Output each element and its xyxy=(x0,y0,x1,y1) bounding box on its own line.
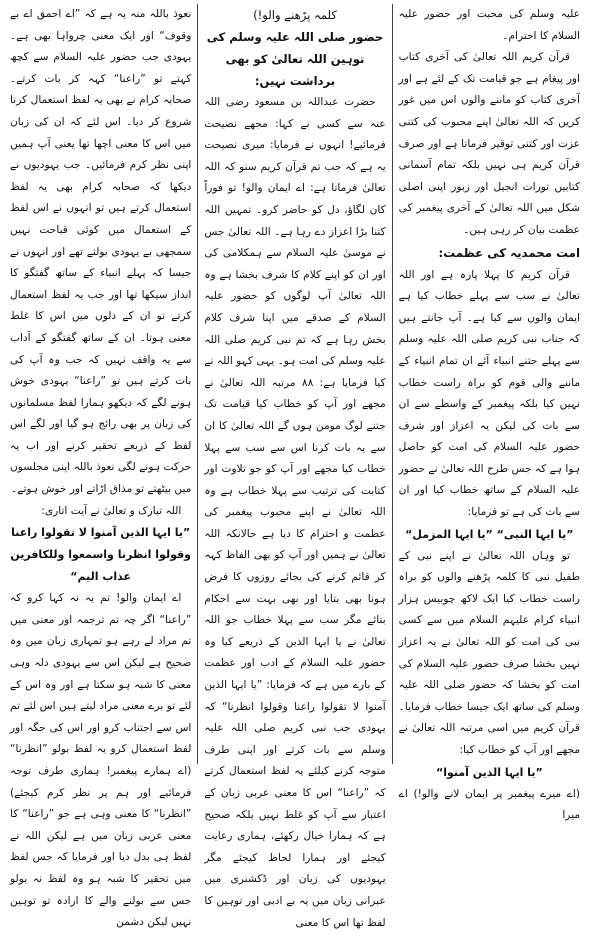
right-paragraph-1: قرآن کریم اللہ تعالیٰ کی آخری کتاب اور پیغام ہے جو قیامت تک کے لئے ہے اور آخری کتاب کو ماننے والوں اس میں غور کریں کہ اللہ تعالیٰ اپنے محبوب کی کتنی عزت اور کتنی توقیر فرماتا ہے اور صرف قرآن کریم ہی نہیں بلکہ تمام آسمانی کتابیں تورات انجیل اور زبور اپنی اصلی شکل میں اللہ تعالیٰ کے آخری پیغمبر کی عظمت بیان کر رہی ہیں۔ xyxy=(398,51,580,236)
middle-top-line: کلمہ پڑھنے والو!) xyxy=(253,8,337,22)
section-heading-respect: حضور صلی اللہ علیہ وسلم کی توہین اللہ تعالیٰ کو بھی برداشت نہیں: xyxy=(206,30,384,88)
right-column xyxy=(393,4,586,822)
left-column xyxy=(4,4,198,929)
middle-paragraph-1: حضرت عبداللہ بن مسعود رضی اللہ عنہ سے کسی نے کہا: مجھے نصیحت فرمائیے! انہوں نے فرمایا: میری نصیحت یہ ہے کہ جب تم قرآن کریم سنو کہ اللہ تعالیٰ فرماتا ہے: اے ایمان والو! تو فوراً کان لگاؤ، دل کو حاضر کرو۔ تمہیں اللہ کتنا بڑا اعزاز دے رہا ہے۔ اللہ تعالیٰ جس نے موسیٰ علیہ السلام سے ہمکلامی کی اور ان کو اپنے کلام کا شرف بخشا ہے وہ اللہ تعالیٰ آپ لوگوں کو حضور علیہ السلام کے صدقے میں اپنا شرف کلام بخش رہا ہے کہ تم نبی کریم صلی اللہ علیہ وسلم کی امت ہو۔ یہی کہو اللہ نے کیا فرمایا ہے: ۸۸ مرتبہ اللہ تعالیٰ نے مجھے اور آپ کو خطاب کیا قیامت تک جتنے لوگ مومن ہوں گے اللہ تعالیٰ کا ان سے یہ بات کرنا اس سے سب سے پہلا خطاب کیا مجھے اور آپ کو جو تلاوت اور کتابت کی ترتیب سے پہلا خطاب ہے وہ اللہ تعالیٰ نے اپنے محبوب پیغمبر کی عظمت و احترام کا دیا ہے حالانکہ اللہ تعالیٰ نے ہمیں اور آپ کو بھی الفاظ کہہ کر قائم کرنے کی بجائے روزوں کا فرض ہونا بھی بتایا اور بھی بہت سے احکام بتائے مگر سب سے پہلا خطاب جو اللہ تعالیٰ نے یا ایہا الذین کے ذریعے کیا وہ حضور علیہ السلام کے ادب اور عظمت کے بارے میں ہے کہ فرمایا: ”یا ایہا الذین آمنوا لا تقولوا راعنا وقولوا انظرنا“ کہ یہودی جب نبی کریم صلی اللہ علیہ وسلم سے بات کرتے اور اپنی طرف متوجہ کرنے کیلئے یہ لفظ استعمال کرتے کہ ”راعنا“ اس کا معنی عربی زبان کے اعتبار سے آپ کو غلط نہیں بلکہ صحیح ہے کہ ہمارا خیال رکھئے، ہماری رعایت کیجئے اور ہمارا لحاظ کیجئے مگر یہودیوں کی زبان اور ڈکشنری میں عبرانی زبان میں یہ بے ادبی اور توہین کا لفظ تھا اس کا معنی xyxy=(204,96,386,929)
right-top-line: علیہ وسلم کی محبت اور حضور علیہ السلام کا احترام۔ xyxy=(398,8,580,42)
left-verse: ”یا ایہا الذین آمنوا لا تقولوا راعنا وقولوا انظرنا واسمعوا وللکافرین عذاب الیم“ xyxy=(10,526,192,584)
right-paragraph-3: تو وہاں اللہ تعالیٰ نے اپنے نبی کے طفیل نبی کا کلمہ پڑھنے والوں کو براہ راست خطاب کیا ایک لاکھ چوبیس ہزار انبیاء کرام علیہم السلام میں سے کسی نبی کی امت کو اللہ تعالیٰ نے یہ اعزاز نہیں بخشا صرف حضور علیہ السلام کی امت کو بخشا کہ حضور صلی اللہ علیہ وسلم کی ساتھ ایک جیسا خطاب فرمایا۔ قرآن کریم میں اسی مرتبہ اللہ تعالیٰ نے مجھے اور آپ کو خطاب کیا: xyxy=(398,549,580,756)
right-verse-2: ”یا ایہا الذین آمنوا“ xyxy=(435,765,543,779)
left-paragraph-2: اے ایمان والو! تم یہ نہ کہا کرو کہ ”راعنا“ اگر چہ تم ترجمہ اور معنی میں تم مراد لے رہے ہو تمہاری زبان میں وہ صحیح ہے لیکن اس سے یہودی دلہ وہی معنی کا شبہ ہو سکتا ہے اور وہ اس کے لئے تو برے معنی مراد لیتے ہیں اس لئے تم اس سے اجتناب کرو اور اس کی جگہ اور لفظ استعمال کرو یہ لفظ بولو ”انظرنا“ (اے ہمارے پیغمبر! ہماری طرف توجہ فرمائیے اور ہم پر نظر کرم کیجئے) ”انظرنا“ کا معنی وہی ہے جو ”راعنا“ کا معنی عربی زبان میں ہے لیکن اللہ نے لفظ ہی بدل دیا اور فرمایا کہ جس لفظ میں تحقیر کا شبہ ہو وہ لفظ نہ بولو جس سے بولنے والے کا ارادہ تو توہین نہیں لیکن دشمن xyxy=(10,592,192,929)
middle-column xyxy=(198,4,392,929)
right-paragraph-2: قرآن کریم کا پہلا پارہ ہے اور اللہ تعالیٰ نے سب سے پہلے خطاب کیا ہے ایمان والوں سے کیا ہے۔ آپ جانتے ہیں کہ جناب نبی کریم صلی اللہ علیہ وسلم سے پہلے جتنے انبیاء آئے ان تمام انبیاء کے ماننے والی قوم کو براہ راست خطاب نہیں کیا بلکہ پیغمبر کے واسطے سے ان سے بات کی لیکن یہ اعزاز اور شرف حضور علیہ السلام کی امت کو حاصل ہوا ہے کہ جس طرح اللہ تعالیٰ نے حضور علیہ السلام کے ساتھ خطاب کیا اور ان سے بات کی ہے تو فرمایا: xyxy=(398,268,580,519)
right-verse-1: ”یا ایہا النبی“ ”یا ایہا المزمل“ xyxy=(405,527,574,541)
section-heading-ummah-greatness: امت محمدیہ کی عظمت: xyxy=(438,245,580,260)
left-intro-line: اللہ تبارک و تعالیٰ نے آیت اتاری: xyxy=(41,504,182,517)
left-paragraph-1: نعوذ باللہ منہ یہ ہے کہ ”اے احمق اے بے وقوف“ اور ایک معنی چرواہا بھی ہے۔ یہودی جب حضور علیہ السلام سے کچھ کہتے تو ”راعنا“ کہہ کر بات کرتے۔ صحابہ کرام نے بھی یہ لفظ استعمال کرنا شروع کر دیا۔ اس لئے کہ ان کی زبان میں اس کا معنی اچھا تھا یعنی آپ ہمیں اپنی نظر کرم فرمائیں۔ جب یہودیوں نے دیکھا کہ صحابہ کرام بھی یہ لفظ استعمال کرتے ہیں تو انہوں نے اس لفظ کے استعمال میں کوئی قباحت نہیں سمجھی بے یہودی بولتے تھے اور انہوں نے جیسا کہ پہلے انبیاء کے ساتھ گفتگو کا انداز سیکھا تھا اور جب یہ لفظ استعمال کرتے تو ان کے دلوں میں اس کا غلط معنی ہوتا۔ ان کے ساتھ گفتگو کے آداب سے یہ واقف نہیں کہ جب وہ آپ کی بات کرتے ہیں تو ”راعنا“ یہودی خوش ہونے لگے کہ دیکھو ہمارا لفظ مسلمانوں کی زبان پر بھی رائج ہو گیا اور لگے اس لفظ کے ذریعے تحقیر کرنے اور اب یہ حرکت ہونے لگی نعوذ باللہ اپنی مجلسوں میں بیٹھتے تو مذاق اڑاتے اور خوش ہوتے۔ xyxy=(10,8,192,496)
right-last-line: (اے میرے پیغمبر پر ایمان لانے والو!) اے میرا xyxy=(398,787,580,822)
